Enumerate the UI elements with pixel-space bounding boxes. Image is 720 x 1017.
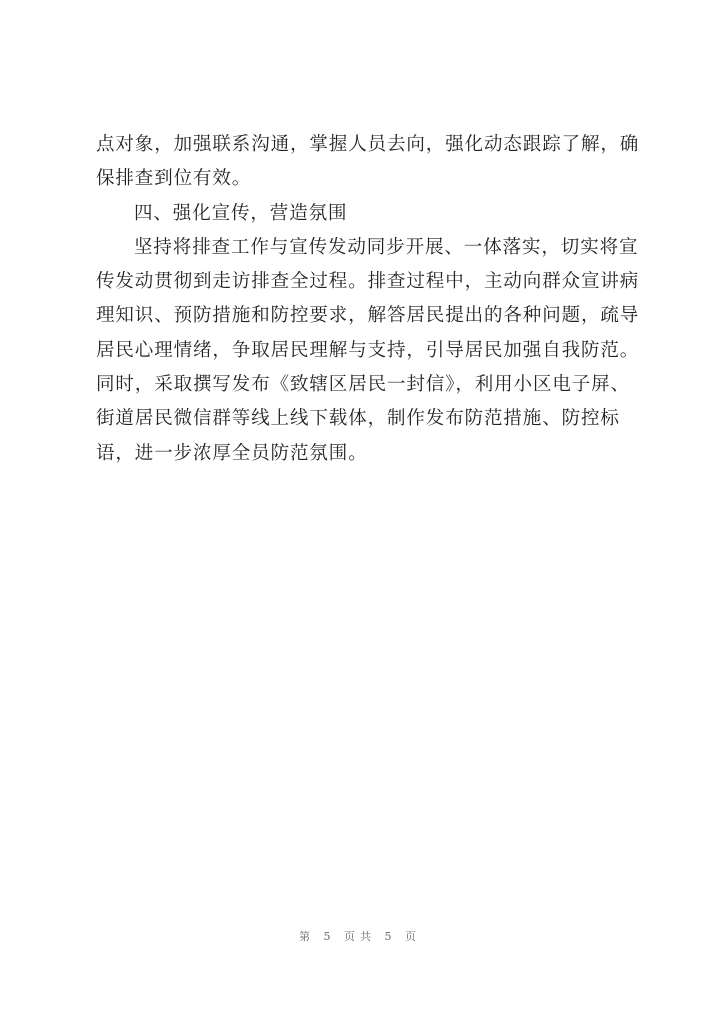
document-body — [96, 128, 644, 471]
paragraph-line: 语，进一步浓厚全员防范氛围。 — [96, 442, 368, 464]
page-footer — [0, 928, 720, 944]
paragraph-line: 坚持将排查工作与宣传发动同步开展、一体落实，切实将宣 — [134, 236, 639, 258]
section-heading: 四、强化宣传，营造氛围 — [134, 202, 348, 224]
paragraph-line: 点对象，加强联系沟通，掌握人员去向，强化动态跟踪了解，确 — [96, 134, 640, 155]
paragraph-line: 同时，采取撰写发布《致辖区居民一封信》，利用小区电子屏、 — [96, 374, 630, 396]
paragraph-line: 保排查到位有效。 — [96, 168, 252, 190]
paragraph-line: 传发动贯彻到走访排查全过程。排查过程中，主动向群众宣讲病 — [96, 271, 640, 293]
paragraph-line: 街道居民微信群等线上线下载体，制作发布防范措施、防控标 — [96, 408, 620, 430]
paragraph-line: 居民心理情绪，争取居民理解与支持，引导居民加强自我防范。 — [96, 339, 640, 361]
paragraph-line: 理知识、预防措施和防控要求，解答居民提出的各种问题，疏导 — [96, 305, 640, 327]
page-number: 第 5 页共 5 页 — [299, 930, 421, 943]
